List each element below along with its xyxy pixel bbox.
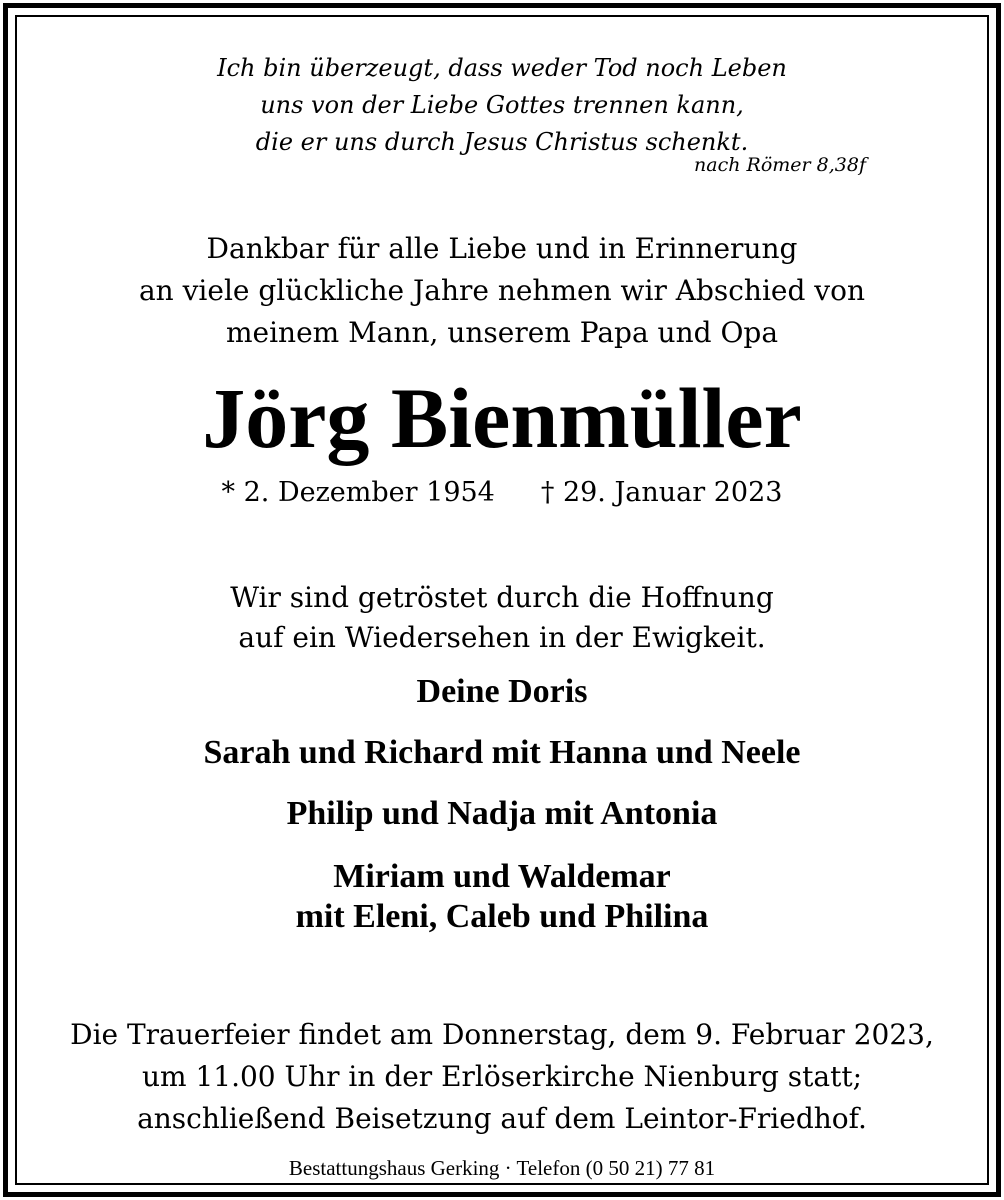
consolation-text <box>0 578 1004 658</box>
service-line-2: um 11.00 Uhr in der Erlöserkirche Nienburg statt; <box>141 1060 863 1093</box>
funeral-home-contact: Bestattungshaus Gerking · Telefon (0 50 21) 77 81 <box>279 1154 725 1182</box>
intro-text <box>0 228 1004 354</box>
bible-verse <box>0 50 1004 161</box>
death-date: † 29. Januar 2023 <box>540 477 783 508</box>
family-member-line: Miriam und Waldemar <box>333 858 671 895</box>
family-member-line: mit Eleni, Caleb und Philina <box>295 898 709 935</box>
family-member-line: Sarah und Richard mit Hanna und Neele <box>203 734 801 771</box>
deceased-name: Jörg Bienmüller <box>202 370 802 466</box>
service-line-1: Die Trauerfeier findet am Donnerstag, dem 9. Februar 2023, <box>70 1018 934 1051</box>
birth-date: * 2. Dezember 1954 <box>221 477 495 508</box>
intro-line-1: Dankbar für alle Liebe und in Erinnerung <box>206 232 798 265</box>
service-line-3: anschließend Beisetzung auf dem Leintor-Friedhof. <box>137 1102 867 1135</box>
footer <box>0 1154 1004 1182</box>
verse-reference: nach Römer 8,38f <box>694 154 866 176</box>
funeral-service-info <box>0 1014 1004 1140</box>
verse-line-1: Ich bin überzeugt, dass weder Tod noch Leben <box>217 54 787 82</box>
consolation-line-2: auf ein Wiedersehen in der Ewigkeit. <box>238 621 766 654</box>
life-dates <box>0 475 1004 511</box>
family-member-line: Philip und Nadja mit Antonia <box>286 795 718 832</box>
intro-line-3: meinem Mann, unserem Papa und Opa <box>225 316 779 349</box>
family-member-group <box>0 857 1004 937</box>
verse-line-3: die er uns durch Jesus Christus schenkt. <box>255 128 749 156</box>
family-member-spouse: Deine Doris <box>416 673 588 710</box>
intro-line-2: an viele glückliche Jahre nehmen wir Abschied von <box>138 274 866 307</box>
consolation-line-1: Wir sind getröstet durch die Hoffnung <box>230 581 774 614</box>
verse-line-2: uns von der Liebe Gottes trennen kann, <box>260 91 744 119</box>
